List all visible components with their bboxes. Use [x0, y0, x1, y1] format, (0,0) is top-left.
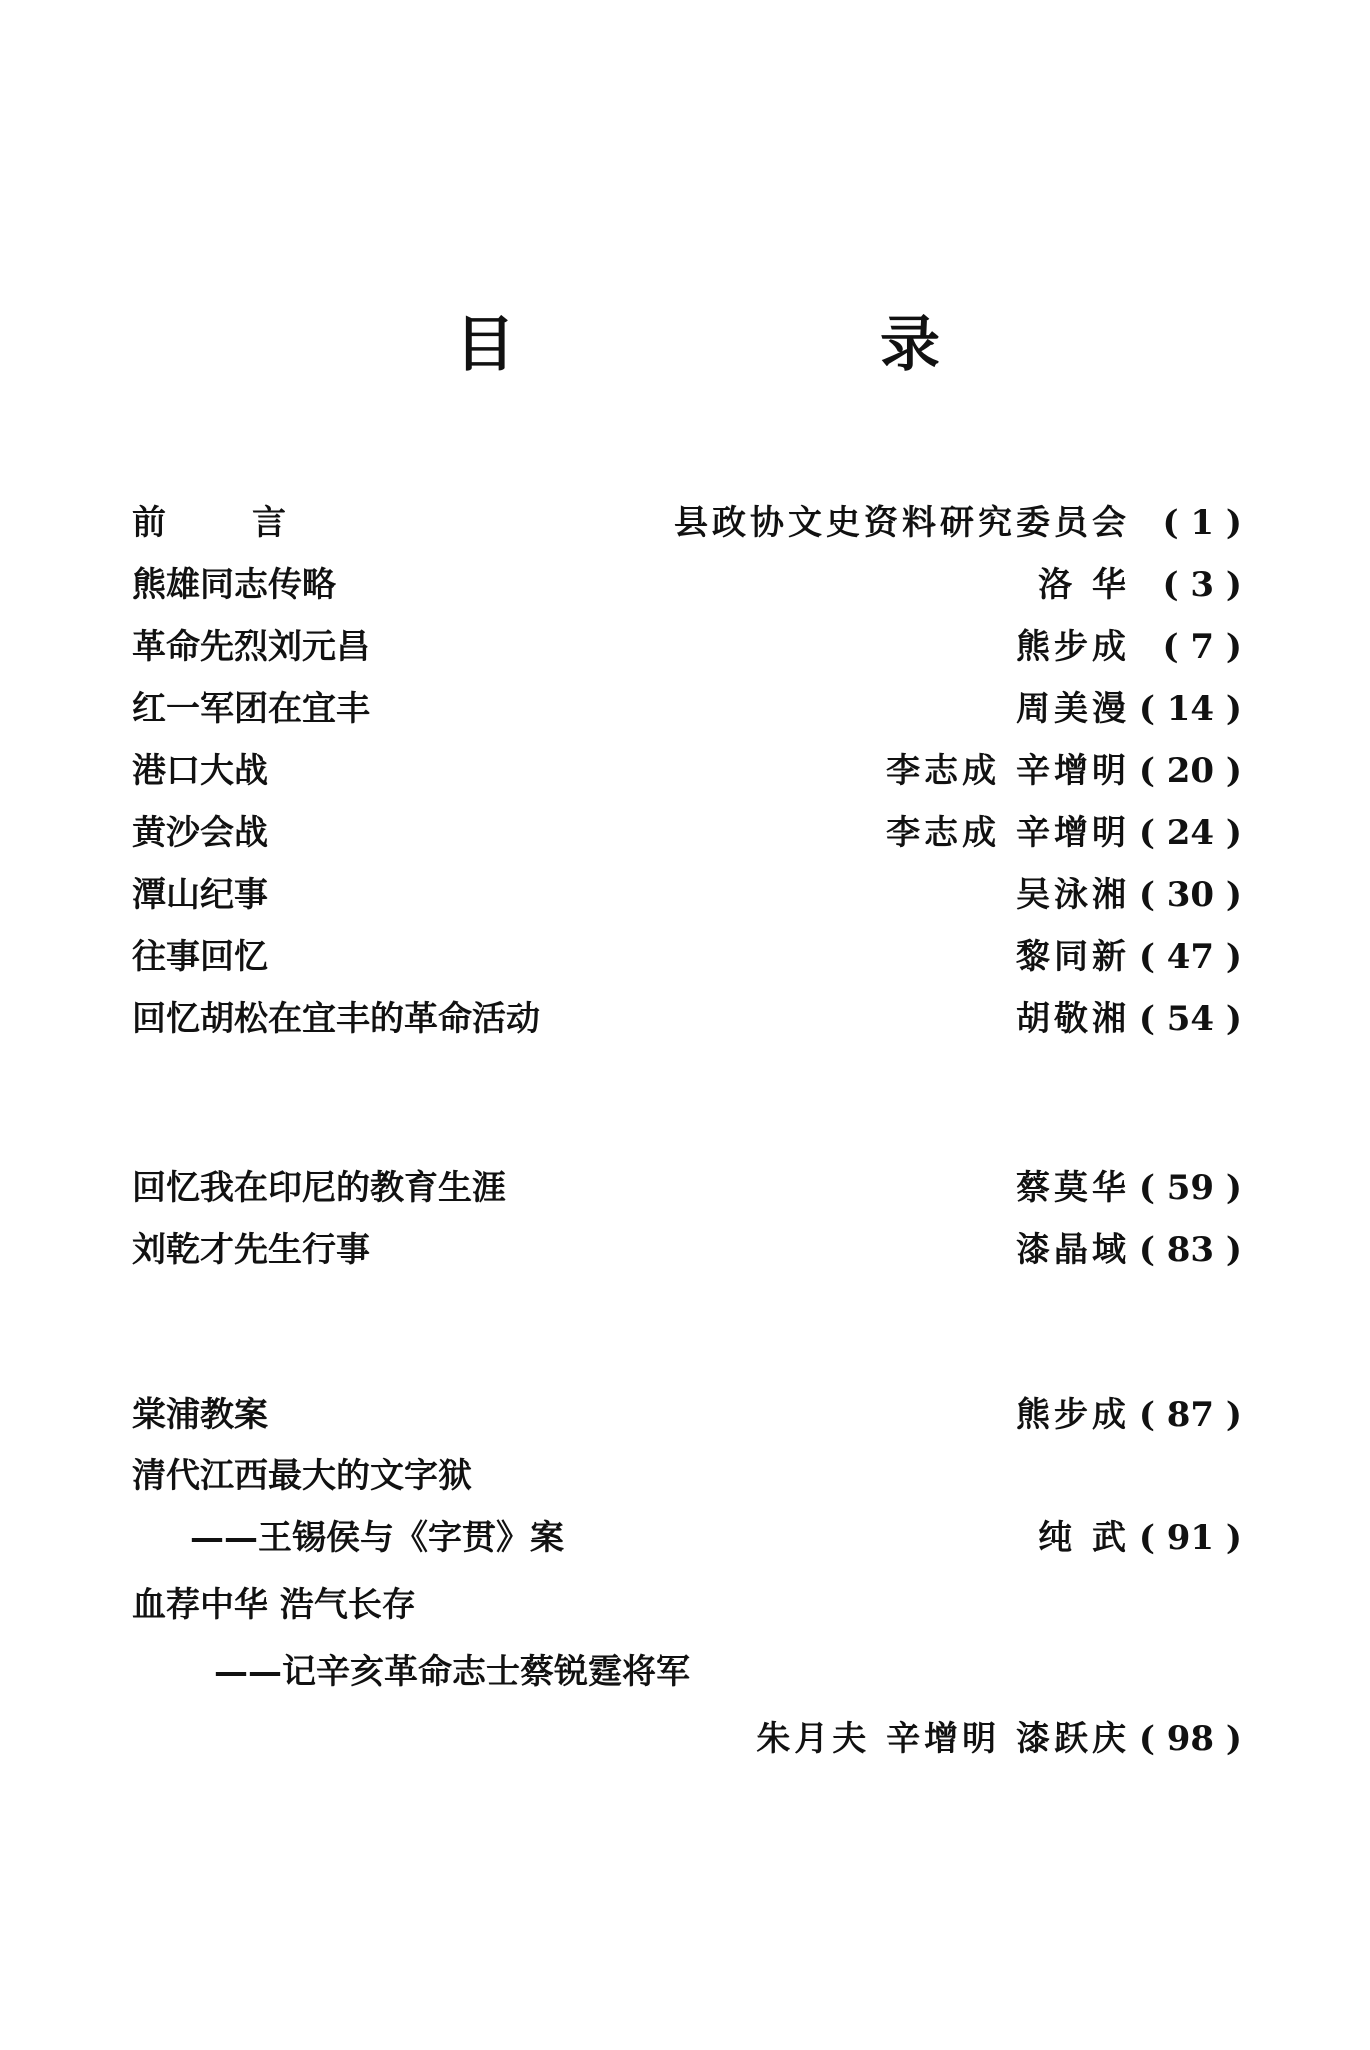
toc-entry-page: ( 54 ) [1138, 999, 1242, 1039]
toc-entry [132, 808, 1242, 858]
dot-leader [568, 1513, 1034, 1563]
toc-entry-author: 李志成 辛增明 [886, 751, 1130, 791]
toc-entry-subtitle: ——王锡侯与《字贯》案 [190, 1518, 564, 1558]
dot-leader [304, 1714, 752, 1764]
toc-entry-author: 蔡莫华 [1016, 1168, 1130, 1208]
dot-leader [376, 498, 670, 548]
toc-entry-page: ( 20 ) [1138, 751, 1242, 791]
toc-entry [132, 1390, 1242, 1440]
toc-entry-title: 清代江西最大的文字狱 [132, 1456, 472, 1496]
toc-entry [132, 870, 1242, 920]
toc-entry-author: 县政协文史资料研究委员会 [674, 503, 1130, 543]
toc-entry [132, 560, 1242, 610]
toc-entry [132, 684, 1242, 734]
toc-entry-title: 回忆胡松在宜丰的革命活动 [132, 999, 540, 1039]
toc-entry-title: 前言 [132, 503, 372, 543]
toc-entry-author: 吴泳湘 [1016, 875, 1130, 915]
toc-entry-author: 周美漫 [1016, 689, 1130, 729]
toc-entry-author: 洛 华 [1038, 565, 1130, 605]
dot-leader [374, 1225, 1012, 1275]
dot-leader [272, 1390, 1012, 1440]
toc-entry-author: 李志成 辛增明 [886, 813, 1130, 853]
dot-leader [544, 994, 1012, 1044]
toc-entry [190, 1513, 1242, 1563]
dot-leader [510, 1163, 1012, 1213]
toc-entry [300, 1714, 1242, 1764]
toc-entry-page: ( 1 ) [1162, 503, 1242, 543]
toc-entry-title: 革命先烈刘元昌 [132, 627, 370, 667]
toc-entry-subtitle: ——记辛亥革命志士蔡锐霆将军 [214, 1652, 690, 1692]
dot-leader [272, 932, 1012, 982]
toc-entry-title: 往事回忆 [132, 937, 268, 977]
toc-entry-author: 纯 武 [1038, 1518, 1130, 1558]
page-title-char-1: 目 [455, 310, 515, 380]
toc-entry-page: ( 91 ) [1138, 1518, 1242, 1558]
toc-entry-page: ( 14 ) [1138, 689, 1242, 729]
dot-leader [340, 560, 1034, 610]
toc-entry-page: ( 3 ) [1162, 565, 1242, 605]
dot-leader [374, 622, 1012, 672]
dot-leader [272, 808, 882, 858]
toc-entry-title: 潭山纪事 [132, 875, 268, 915]
toc-entry [132, 932, 1242, 982]
toc-entry [132, 746, 1242, 796]
toc-entry-page: ( 30 ) [1138, 875, 1242, 915]
dot-leader [272, 746, 882, 796]
toc-entry-title: 回忆我在印尼的教育生涯 [132, 1168, 506, 1208]
toc-entry [132, 498, 1242, 548]
toc-entry [132, 1163, 1242, 1213]
toc-entry-page: ( 83 ) [1138, 1230, 1242, 1270]
toc-entry-page: ( 7 ) [1162, 627, 1242, 667]
toc-entry-page: ( 59 ) [1138, 1168, 1242, 1208]
toc-entry-title: 红一军团在宜丰 [132, 689, 370, 729]
dot-leader [374, 684, 1012, 734]
toc-entry-author: 黎同新 [1016, 937, 1130, 977]
toc-entry-author: 朱月夫 辛增明 漆跃庆 [756, 1719, 1130, 1759]
toc-entry-page: ( 47 ) [1138, 937, 1242, 977]
dot-leader [272, 870, 1012, 920]
page-title-char-2: 录 [880, 310, 940, 380]
toc-entry-author: 熊步成 [1016, 627, 1130, 667]
toc-entry-title: 刘乾才先生行事 [132, 1230, 370, 1270]
toc-entry-author: 胡敬湘 [1016, 999, 1130, 1039]
toc-entry-title: 血荐中华 浩气长存 [132, 1585, 416, 1625]
toc-entry [132, 622, 1242, 672]
toc-entry [132, 1225, 1242, 1275]
toc-entry-title: 棠浦教案 [132, 1395, 268, 1435]
toc-entry-page: ( 98 ) [1138, 1719, 1242, 1759]
toc-entry-title: 黄沙会战 [132, 813, 268, 853]
toc-entry-title: 港口大战 [132, 751, 268, 791]
toc-entry [132, 994, 1242, 1044]
toc-entry-title: 熊雄同志传略 [132, 565, 336, 605]
toc-entry-author: 漆晶域 [1016, 1230, 1130, 1270]
toc-entry-page: ( 87 ) [1138, 1395, 1242, 1435]
page-title [0, 310, 1370, 380]
toc-entry-author: 熊步成 [1016, 1395, 1130, 1435]
toc-entry-page: ( 24 ) [1138, 813, 1242, 853]
